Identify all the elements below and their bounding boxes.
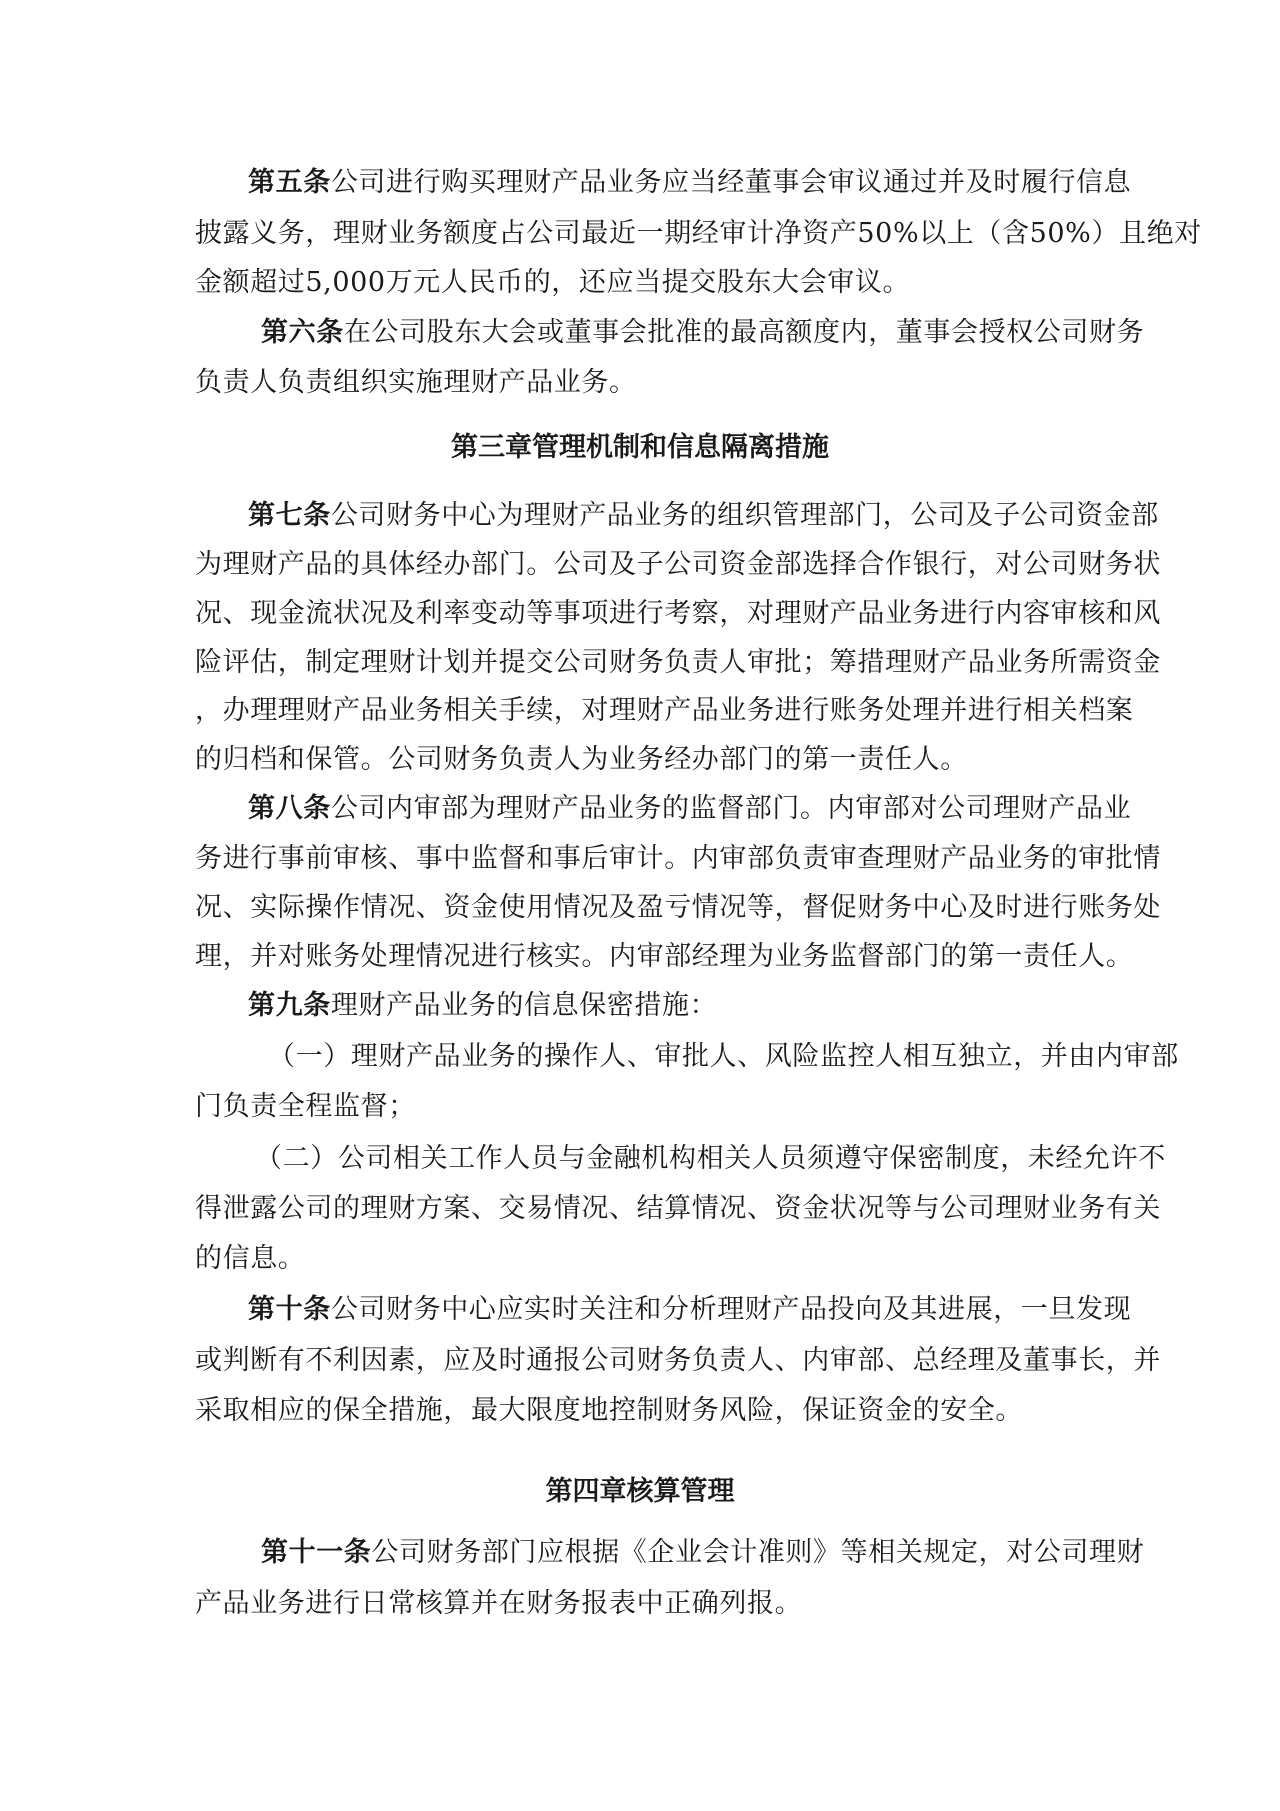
- article-9-line-1: 第九条理财产品业务的信息保密措施：: [248, 990, 718, 1021]
- item-2-line-2: 得泄露公司的理财方案、交易情况、结算情况、资金状况等与公司理财业务有关: [195, 1193, 1161, 1224]
- article-label: 第八条: [248, 793, 331, 824]
- article-7-line-3: 况、现金流状况及利率变动等事项进行考察，对理财产品业务进行内容审核和风: [195, 598, 1161, 629]
- article-5-line-3: 金额超过5,000万元人民币的，还应当提交股东大会审议。: [195, 267, 911, 298]
- article-11-line-2: 产品业务进行日常核算并在财务报表中正确列报。: [195, 1588, 803, 1619]
- article-8-line-1: 第八条公司内审部为理财产品业务的监督部门。内审部对公司理财产品业: [248, 793, 1132, 824]
- article-label: 第九条: [248, 990, 331, 1021]
- item-1-line-1: （一）理财产品业务的操作人、审批人、风险监控人相互独立，并由内审部: [268, 1041, 1179, 1072]
- item-2-line-3: 的信息。: [195, 1243, 306, 1274]
- article-10-line-2: 或判断有不利因素，应及时通报公司财务负责人、内审部、总经理及董事长，并: [195, 1345, 1161, 1376]
- article-label: 第十条: [248, 1294, 331, 1325]
- article-6-line-2: 负责人负责组织实施理财产品业务。: [195, 367, 637, 398]
- article-8-line-3: 况、实际操作情况、资金使用情况及盈亏情况等，督促财务中心及时进行账务处: [195, 892, 1161, 923]
- article-10-line-3: 采取相应的保全措施，最大限度地控制财务风险，保证资金的安全。: [195, 1395, 1023, 1426]
- item-1-line-2: 门负责全程监督；: [195, 1091, 416, 1122]
- article-8-line-2: 务进行事前审核、事中监督和事后审计。内审部负责审查理财产品业务的审批情: [195, 843, 1161, 874]
- article-label: 第五条: [248, 167, 331, 198]
- article-10-line-1: 第十条公司财务中心应实时关注和分析理财产品投向及其进展，一旦发现: [248, 1294, 1132, 1325]
- article-label: 第六条: [261, 317, 344, 348]
- article-7-line-6: 的归档和保管。公司财务负责人为业务经办部门的第一责任人。: [195, 744, 968, 775]
- article-11-line-1: 第十一条公司财务部门应根据《企业会计准则》等相关规定，对公司理财: [261, 1537, 1145, 1568]
- article-label: 第七条: [248, 500, 331, 531]
- article-8-line-4: 理，并对账务处理情况进行核实。内审部经理为业务监督部门的第一责任人。: [195, 941, 1134, 972]
- article-6-line-1: 第六条在公司股东大会或董事会批准的最高额度内，董事会授权公司财务: [261, 317, 1145, 348]
- article-7-line-2: 为理财产品的具体经办部门。公司及子公司资金部选择合作银行，对公司财务状: [195, 549, 1161, 580]
- article-7-line-5: ，办理理财产品业务相关手续，对理财产品业务进行账务处理并进行相关档案: [195, 695, 1134, 726]
- chapter-4-heading: 第四章核算管理: [545, 1476, 735, 1507]
- article-7-line-4: 险评估，制定理财计划并提交公司财务负责人审批；筹措理财产品业务所需资金: [195, 647, 1161, 678]
- article-label: 第十一条: [261, 1537, 372, 1568]
- chapter-3-heading: 第三章管理机制和信息隔离措施: [451, 432, 829, 463]
- article-7-line-1: 第七条公司财务中心为理财产品业务的组织管理部门，公司及子公司资金部: [248, 500, 1159, 531]
- article-5-line-2: 披露义务，理财业务额度占公司最近一期经审计净资产50%以上（含50%）且绝对: [195, 218, 1202, 249]
- item-2-line-1: （二）公司相关工作人员与金融机构相关人员须遵守保密制度，未经允许不: [255, 1143, 1166, 1174]
- article-5-line-1: 第五条公司进行购买理财产品业务应当经董事会审议通过并及时履行信息: [248, 167, 1132, 198]
